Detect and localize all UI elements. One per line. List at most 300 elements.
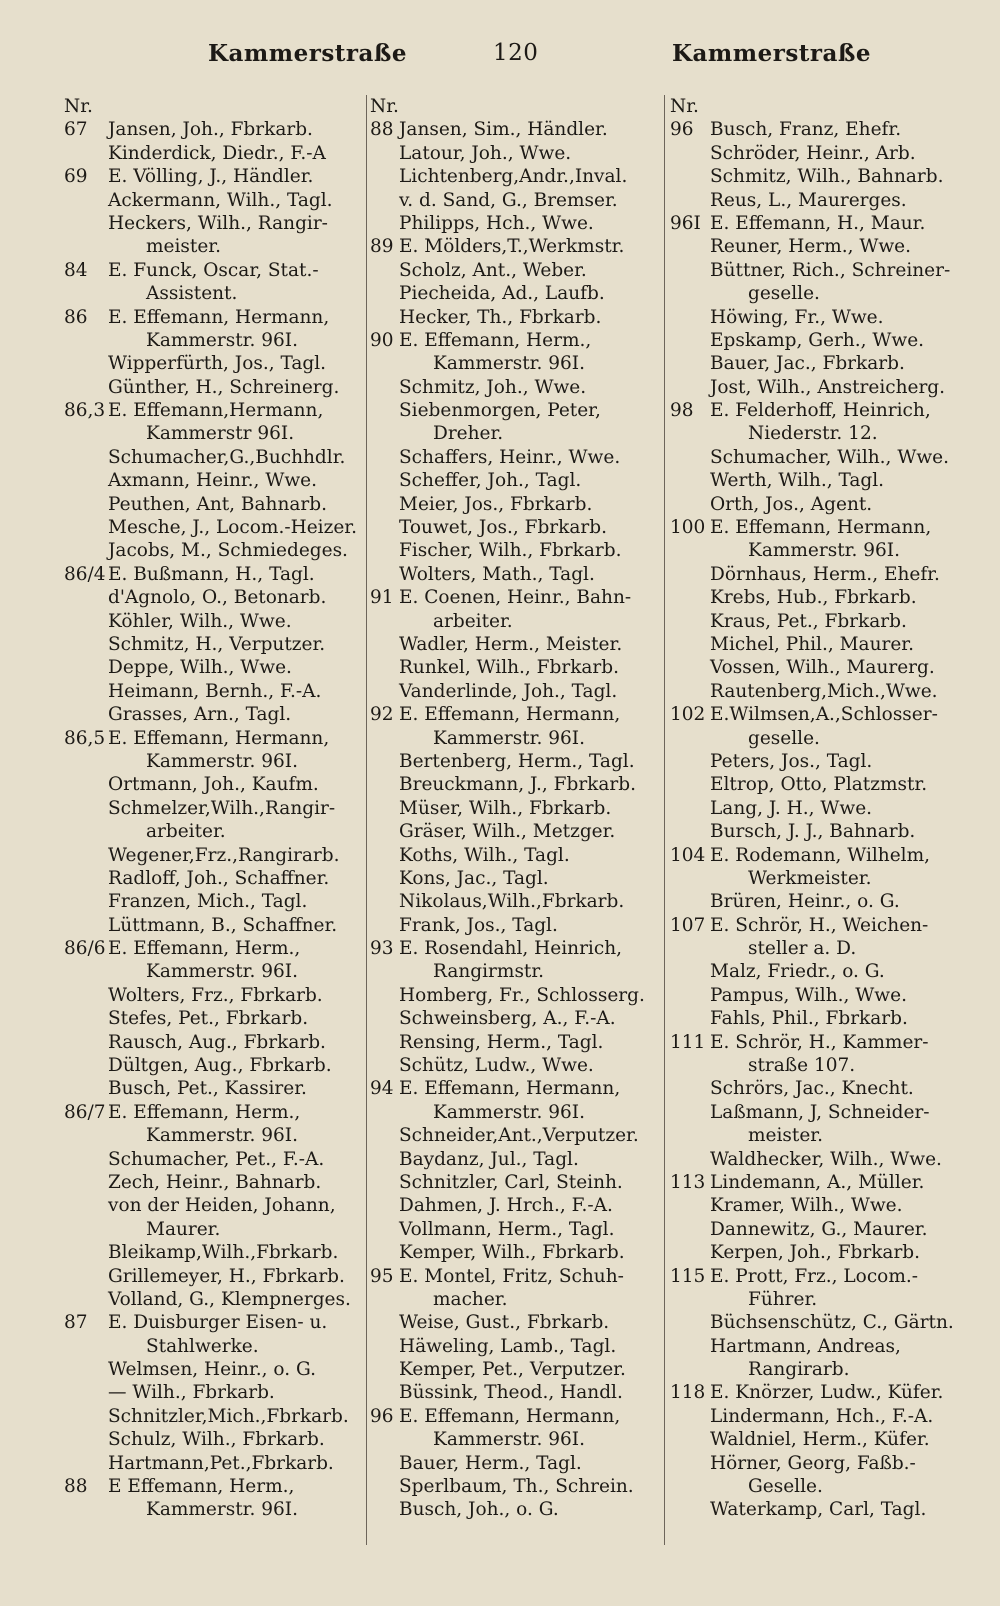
entry-text: E Effemann, Herm., <box>108 1476 295 1498</box>
house-number: 67 <box>64 119 88 141</box>
entry-text: E. Effemann, Herm., <box>108 938 301 960</box>
entry-text: Schumacher, Wilh., Wwe. <box>710 446 949 468</box>
directory-entry-line <box>370 189 660 212</box>
entry-text: Schmitz, Joh., Wwe. <box>399 376 587 398</box>
directory-entry-line <box>370 867 660 890</box>
entry-text: Stefes, Pet., Fbrkarb. <box>108 1008 309 1030</box>
entry-text: Malz, Friedr., o. G. <box>710 961 885 983</box>
directory-entry-line <box>370 1288 660 1311</box>
entry-text: Weise, Gust., Fbrkarb. <box>399 1312 610 1334</box>
directory-entry-line <box>370 516 660 539</box>
directory-entry-line <box>64 703 364 726</box>
directory-entry-line <box>370 235 660 258</box>
directory-entry-line <box>370 1241 660 1264</box>
directory-entry-line <box>670 680 970 703</box>
entry-text: Meier, Jos., Fbrkarb. <box>399 493 593 515</box>
directory-entry-line <box>370 469 660 492</box>
entry-text: Schneider,Ant.,Verputzer. <box>399 1125 639 1147</box>
entry-text: E. Schrör, H., Kammer- <box>710 1031 929 1053</box>
entry-text: Bauer, Jac., Fbrkarb. <box>710 353 905 375</box>
house-number: 86 <box>64 306 88 328</box>
directory-entry-line <box>670 586 970 609</box>
house-number: 86/6 <box>64 938 106 960</box>
directory-entry-line <box>64 563 364 586</box>
house-number: 96 <box>370 1405 394 1427</box>
entry-text: Werkmeister. <box>748 867 872 889</box>
entry-text: geselle. <box>748 727 820 749</box>
entry-text: macher. <box>433 1288 508 1310</box>
entry-text: Kammerstr. 96I. <box>146 961 298 983</box>
directory-entry-line <box>370 1101 660 1124</box>
entry-text: Wipperfürth, Jos., Tagl. <box>108 353 327 375</box>
entry-text: Dörnhaus, Herm., Ehefr. <box>710 563 940 585</box>
directory-entry-line <box>370 656 660 679</box>
entry-text: Schaffers, Heinr., Wwe. <box>399 446 621 468</box>
entry-text: Mesche, J., Locom.-Heizer. <box>108 517 357 539</box>
entry-text: Bursch, J. J., Bahnarb. <box>710 821 916 843</box>
directory-entry-line <box>370 1475 660 1498</box>
page-header <box>0 40 1000 80</box>
directory-entry-line <box>670 1405 970 1428</box>
directory-entry-line <box>64 282 364 305</box>
house-number: 86/7 <box>64 1101 106 1123</box>
house-number: 104 <box>670 844 706 866</box>
entry-text: E. Mölders,T.,Werkmstr. <box>399 236 625 258</box>
directory-entry-line <box>370 820 660 843</box>
directory-entry-line <box>64 773 364 796</box>
entry-text: Breuckmann, J., Fbrkarb. <box>399 774 636 796</box>
house-number: 98 <box>670 400 694 422</box>
column-heading: Nr. <box>670 96 699 117</box>
directory-entry-line <box>64 1077 364 1100</box>
entry-text: Schmitz, H., Verputzer. <box>108 633 326 655</box>
entry-text: Kammerstr. 96I. <box>433 727 585 749</box>
entry-text: Volland, G., Klempnerges. <box>108 1288 351 1310</box>
entry-text: meister. <box>146 236 221 258</box>
entry-text: arbeiter. <box>146 821 226 843</box>
entry-text: Schütz, Ludw., Wwe. <box>399 1055 594 1077</box>
entry-text: E. Schrör, H., Weichen- <box>710 914 929 936</box>
directory-entry-line <box>64 1475 364 1498</box>
directory-entry-line <box>370 306 660 329</box>
directory-entry-line <box>64 142 364 165</box>
entry-text: Busch, Franz, Ehefr. <box>710 119 902 141</box>
house-number: 87 <box>64 1312 88 1334</box>
directory-entry-line <box>670 656 970 679</box>
entry-text: Epskamp, Gerh., Wwe. <box>710 329 925 351</box>
entry-text: E. Effemann, Hermann, <box>399 1078 621 1100</box>
entry-text: Heimann, Bernh., F.-A. <box>108 680 322 702</box>
entry-text: Hartmann,Pet.,Fbrkarb. <box>108 1452 334 1474</box>
house-number: 115 <box>670 1265 706 1287</box>
entry-text: Runkel, Wilh., Fbrkarb. <box>399 657 620 679</box>
entry-text: Busch, Pet., Kassirer. <box>108 1078 307 1100</box>
directory-entry-line <box>64 633 364 656</box>
entry-text: Pampus, Wilh., Wwe. <box>710 984 907 1006</box>
directory-entry-line <box>64 493 364 516</box>
directory-entry-line <box>64 516 364 539</box>
directory-entry-line <box>64 1171 364 1194</box>
entry-text: v. d. Sand, G., Bremser. <box>399 189 618 211</box>
directory-entry-line <box>64 235 364 258</box>
entry-text: E. Effemann,Hermann, <box>108 400 324 422</box>
entry-text: Häweling, Lamb., Tagl. <box>399 1335 617 1357</box>
entry-text: Ackermann, Wilh., Tagl. <box>108 189 333 211</box>
directory-entry-line <box>64 165 364 188</box>
entry-text: Radloff, Joh., Schaffner. <box>108 867 330 889</box>
entry-text: Schulz, Wilh., Fbrkarb. <box>108 1429 325 1451</box>
entry-text: E. Effemann, H., Maur. <box>710 212 926 234</box>
entry-text: Rangirmstr. <box>433 961 545 983</box>
entry-text: Bleikamp,Wilh.,Fbrkarb. <box>108 1242 339 1264</box>
entry-text: Baydanz, Jul., Tagl. <box>399 1148 579 1170</box>
entry-text: Schmelzer,Wilh.,Rangir- <box>108 797 336 819</box>
entry-text: Laßmann, J, Schneider- <box>710 1101 930 1123</box>
entry-text: E. Prott, Frz., Locom.- <box>710 1265 918 1287</box>
entry-text: Büssink, Theod., Handl. <box>399 1382 623 1404</box>
entry-text: d'Agnolo, O., Betonarb. <box>108 587 327 609</box>
directory-entry-line <box>64 189 364 212</box>
entry-text: Latour, Joh., Wwe. <box>399 142 572 164</box>
entry-text: Homberg, Fr., Schlosserg. <box>399 984 645 1006</box>
entry-text: Frank, Jos., Tagl. <box>399 914 558 936</box>
directory-entry-line <box>64 399 364 422</box>
directory-entry-line <box>670 1265 970 1288</box>
house-number: 89 <box>370 236 394 258</box>
entry-text: E. Rosendahl, Heinrich, <box>399 938 622 960</box>
entry-text: Busch, Joh., o. G. <box>399 1499 559 1521</box>
directory-entry-line <box>370 1054 660 1077</box>
directory-entry-line <box>670 610 970 633</box>
running-head-right: Kammerstraße <box>672 40 872 67</box>
directory-entry-line <box>370 212 660 235</box>
entry-text: Schrörs, Jac., Knecht. <box>710 1078 914 1100</box>
house-number: 102 <box>670 704 706 726</box>
entry-text: Dültgen, Aug., Fbrkarb. <box>108 1055 332 1077</box>
directory-entry-line <box>64 1381 364 1404</box>
house-number: 94 <box>370 1078 394 1100</box>
entry-text: Jansen, Sim., Händler. <box>399 119 608 141</box>
entry-text: Schweinsberg, A., F.-A. <box>399 1008 616 1030</box>
entry-text: Wolters, Frz., Fbrkarb. <box>108 984 323 1006</box>
directory-entry-line <box>370 1265 660 1288</box>
entry-text: E. Effemann, Hermann, <box>399 1405 621 1427</box>
column-3 <box>670 95 970 1575</box>
directory-entry-line <box>370 142 660 165</box>
entry-text: Rensing, Herm., Tagl. <box>399 1031 604 1053</box>
directory-entry-line <box>64 984 364 1007</box>
entry-text: E. Effemann, Hermann, <box>108 727 330 749</box>
entry-text: Philipps, Hch., Wwe. <box>399 212 594 234</box>
entry-text: Grasses, Arn., Tagl. <box>108 704 292 726</box>
entry-text: Reuner, Herm., Wwe. <box>710 236 912 258</box>
entry-text: Grillemeyer, H., Fbrkarb. <box>108 1265 345 1287</box>
entry-text: Jost, Wilh., Anstreicherg. <box>710 376 946 398</box>
directory-entry-line <box>670 142 970 165</box>
entry-text: E. Effemann, Hermann, <box>399 704 621 726</box>
entry-text: Vanderlinde, Joh., Tagl. <box>399 680 618 702</box>
entry-text: Schumacher,G.,Buchhdlr. <box>108 446 346 468</box>
directory-entry-line <box>370 493 660 516</box>
directory-entry-line <box>370 727 660 750</box>
directory-entry-line <box>370 1218 660 1241</box>
directory-entry-line <box>370 633 660 656</box>
directory-entry-line <box>370 376 660 399</box>
house-number: 84 <box>64 259 88 281</box>
entry-text: Hörner, Georg, Faßb.- <box>710 1452 916 1474</box>
entry-text: von der Heiden, Johann, <box>108 1195 336 1217</box>
entry-text: Welmsen, Heinr., o. G. <box>108 1359 316 1381</box>
directory-entry-line <box>64 797 364 820</box>
entry-text: Bauer, Herm., Tagl. <box>399 1452 582 1474</box>
directory-entry-line <box>670 539 970 562</box>
entry-text: Axmann, Heinr., Wwe. <box>108 470 318 492</box>
directory-entry-line <box>64 1031 364 1054</box>
entry-text: Rangirarb. <box>748 1359 850 1381</box>
directory-entry-line <box>670 703 970 726</box>
directory-entry-line <box>370 422 660 445</box>
entry-text: Wegener,Frz.,Rangirarb. <box>108 844 340 866</box>
directory-entry-line <box>64 118 364 141</box>
entry-text: Hecker, Th., Fbrkarb. <box>399 306 602 328</box>
house-number: 118 <box>670 1382 706 1404</box>
directory-entry-line <box>670 1007 970 1030</box>
directory-entry-line <box>370 750 660 773</box>
house-number: 86/4 <box>64 563 106 585</box>
entry-text: E. Knörzer, Ludw., Küfer. <box>710 1382 944 1404</box>
entry-text: Kerpen, Joh., Fbrkarb. <box>710 1242 921 1264</box>
entry-text: Schnitzler, Carl, Steinh. <box>399 1171 623 1193</box>
entry-text: Lichtenberg,Andr.,Inval. <box>399 166 628 188</box>
entry-text: Kammerstr. 96I. <box>433 1429 585 1451</box>
house-number: 86,3 <box>64 400 106 422</box>
directory-entry-line <box>64 329 364 352</box>
directory-entry-line <box>64 680 364 703</box>
directory-entry-line <box>64 469 364 492</box>
entry-text: Rautenberg,Mich.,Wwe. <box>710 680 938 702</box>
directory-entry-line <box>370 984 660 1007</box>
directory-entry-line <box>670 914 970 937</box>
entry-text: Lindermann, Hch., F.-A. <box>710 1405 934 1427</box>
directory-entry-line <box>670 1498 970 1521</box>
directory-entry-line <box>670 960 970 983</box>
directory-entry-line <box>670 1124 970 1147</box>
entry-text: Rausch, Aug., Fbrkarb. <box>108 1031 326 1053</box>
directory-entry-line <box>64 539 364 562</box>
directory-entry-line <box>64 1428 364 1451</box>
directory-entry-line <box>370 1311 660 1334</box>
entry-text: Wadler, Herm., Meister. <box>399 633 623 655</box>
entry-text: Günther, H., Schreinerg. <box>108 376 340 398</box>
entry-text: Büttner, Rich., Schreiner- <box>710 259 951 281</box>
entry-text: Kammerstr. 96I. <box>146 329 298 351</box>
column-1 <box>64 95 364 1575</box>
directory-entry-line <box>370 610 660 633</box>
directory-entry-line <box>370 1428 660 1451</box>
house-number: 113 <box>670 1171 706 1193</box>
directory-entry-line <box>370 1358 660 1381</box>
directory-entry-line <box>370 1405 660 1428</box>
directory-entry-line <box>670 820 970 843</box>
directory-entry-line <box>670 1381 970 1404</box>
entry-text: Stahlwerke. <box>146 1335 259 1357</box>
directory-entry-line <box>64 750 364 773</box>
directory-entry-line <box>670 1475 970 1498</box>
directory-entry-line <box>64 586 364 609</box>
directory-entry-line <box>670 633 970 656</box>
directory-entry-line <box>670 1031 970 1054</box>
directory-entry-line <box>370 118 660 141</box>
directory-entry-line <box>370 914 660 937</box>
entry-text: Touwet, Jos., Fbrkarb. <box>399 517 607 539</box>
directory-entry-line <box>670 189 970 212</box>
entry-text: Nikolaus,Wilh.,Fbrkarb. <box>399 891 625 913</box>
directory-entry-line <box>64 656 364 679</box>
entry-text: E. Effemann, Herm., <box>399 329 592 351</box>
entry-text: Kemper, Wilh., Fbrkarb. <box>399 1242 625 1264</box>
entry-text: — Wilh., Fbrkarb. <box>108 1382 275 1404</box>
directory-entry-line <box>370 937 660 960</box>
house-number: 100 <box>670 517 706 539</box>
entry-text: E. Felderhoff, Heinrich, <box>710 400 931 422</box>
directory-entry-line <box>670 750 970 773</box>
directory-entry-line <box>64 306 364 329</box>
directory-entry-line <box>670 329 970 352</box>
directory-entry-line <box>64 1101 364 1124</box>
entry-text: Eltrop, Otto, Platzmstr. <box>710 774 928 796</box>
entry-text: Wolters, Math., Tagl. <box>399 563 595 585</box>
entry-text: Kammerstr. 96I. <box>748 540 900 562</box>
entry-text: Höwing, Fr., Wwe. <box>710 306 884 328</box>
entry-text: E. Effemann, Hermann, <box>710 517 932 539</box>
directory-entry-line <box>670 1054 970 1077</box>
directory-entry-line <box>370 282 660 305</box>
directory-entry-line <box>670 1241 970 1264</box>
house-number: 88 <box>370 119 394 141</box>
entry-text: E.Wilmsen,A.,Schlosser- <box>710 704 938 726</box>
directory-entry-line <box>370 1124 660 1147</box>
entry-text: Kammerstr. 96I. <box>146 750 298 772</box>
page-number: 120 <box>493 40 539 66</box>
directory-entry-line <box>670 563 970 586</box>
column-divider <box>366 95 367 1545</box>
directory-entry-line <box>64 1498 364 1521</box>
directory-entry-line <box>64 610 364 633</box>
entry-text: Köhler, Wilh., Wwe. <box>108 610 292 632</box>
directory-entry-line <box>370 586 660 609</box>
directory-entry-line <box>370 844 660 867</box>
entry-text: Orth, Jos., Agent. <box>710 493 873 515</box>
directory-entry-line <box>370 1498 660 1521</box>
directory-entry-line <box>670 1171 970 1194</box>
entry-text: Dannewitz, G., Maurer. <box>710 1218 928 1240</box>
directory-entry-line <box>64 95 364 118</box>
entry-text: Piecheida, Ad., Laufb. <box>399 283 605 305</box>
directory-entry-line <box>64 820 364 843</box>
house-number: 107 <box>670 914 706 936</box>
directory-entry-line <box>64 376 364 399</box>
entry-text: Kammerstr. 96I. <box>146 1499 298 1521</box>
entry-text: Waterkamp, Carl, Tagl. <box>710 1499 927 1521</box>
directory-entry-line <box>64 727 364 750</box>
directory-entry-line <box>64 1124 364 1147</box>
entry-text: E. Effemann, Hermann, <box>108 306 330 328</box>
entry-text: Siebenmorgen, Peter, <box>399 400 601 422</box>
directory-entry-line <box>64 1311 364 1334</box>
entry-text: E. Duisburger Eisen- u. <box>108 1312 328 1334</box>
entry-text: E. Montel, Fritz, Schuh- <box>399 1265 624 1287</box>
entry-text: Bertenberg, Herm., Tagl. <box>399 750 635 772</box>
directory-entry-line <box>370 1194 660 1217</box>
entry-text: Hartmann, Andreas, <box>710 1335 901 1357</box>
directory-entry-line <box>670 259 970 282</box>
directory-entry-line <box>64 914 364 937</box>
entry-text: Schnitzler,Mich.,Fbrkarb. <box>108 1405 349 1427</box>
directory-entry-line <box>64 1007 364 1030</box>
entry-text: Kammerstr. 96I. <box>433 353 585 375</box>
directory-entry-line <box>670 1218 970 1241</box>
entry-text: E. Funck, Oscar, Stat.- <box>108 259 319 281</box>
directory-entry-line <box>670 727 970 750</box>
house-number: 96 <box>670 119 694 141</box>
directory-entry-line <box>64 1218 364 1241</box>
directory-entry-line <box>670 937 970 960</box>
directory-entry-line <box>670 493 970 516</box>
house-number: 93 <box>370 938 394 960</box>
column-heading: Nr. <box>370 96 399 117</box>
directory-entry-line <box>370 539 660 562</box>
directory-entry-line <box>64 422 364 445</box>
directory-entry-line <box>670 165 970 188</box>
entry-text: Führer. <box>748 1288 818 1310</box>
directory-entry-line <box>670 1148 970 1171</box>
house-number: 69 <box>64 166 88 188</box>
house-number: 92 <box>370 704 394 726</box>
entry-text: geselle. <box>748 283 820 305</box>
entry-text: Reus, L., Maurerges. <box>710 189 907 211</box>
entry-text: Lindemann, A., Müller. <box>710 1171 925 1193</box>
directory-entry-line <box>370 165 660 188</box>
entry-text: Waldhecker, Wilh., Wwe. <box>710 1148 942 1170</box>
entry-text: Gräser, Wilh., Metzger. <box>399 821 616 843</box>
entry-text: Vossen, Wilh., Maurerg. <box>710 657 935 679</box>
directory-entry-line <box>670 867 970 890</box>
directory-entry-line <box>670 1358 970 1381</box>
directory-entry-line <box>670 1101 970 1124</box>
directory-entry-line <box>670 1428 970 1451</box>
entry-text: meister. <box>748 1125 823 1147</box>
running-head-left: Kammerstraße <box>208 40 408 67</box>
directory-entry-line <box>670 376 970 399</box>
entry-text: Dahmen, J. Hrch., F.-A. <box>399 1195 613 1217</box>
directory-entry-line <box>64 1194 364 1217</box>
directory-entry-line <box>670 1311 970 1334</box>
entry-text: Franzen, Mich., Tagl. <box>108 891 308 913</box>
directory-entry-line <box>64 1358 364 1381</box>
house-number: 95 <box>370 1265 394 1287</box>
entry-text: E. Bußmann, H., Tagl. <box>108 563 315 585</box>
directory-entry-line <box>670 446 970 469</box>
entry-text: Kammerstr. 96I. <box>146 1125 298 1147</box>
directory-entry-line <box>64 890 364 913</box>
entry-text: Zech, Heinr., Bahnarb. <box>108 1171 322 1193</box>
entry-text: steller a. D. <box>748 938 857 960</box>
directory-entry-line <box>370 259 660 282</box>
directory-entry-line <box>64 259 364 282</box>
entry-text: Kramer, Wilh., Wwe. <box>710 1195 903 1217</box>
entry-text: Fischer, Wilh., Fbrkarb. <box>399 540 622 562</box>
house-number: 91 <box>370 587 394 609</box>
